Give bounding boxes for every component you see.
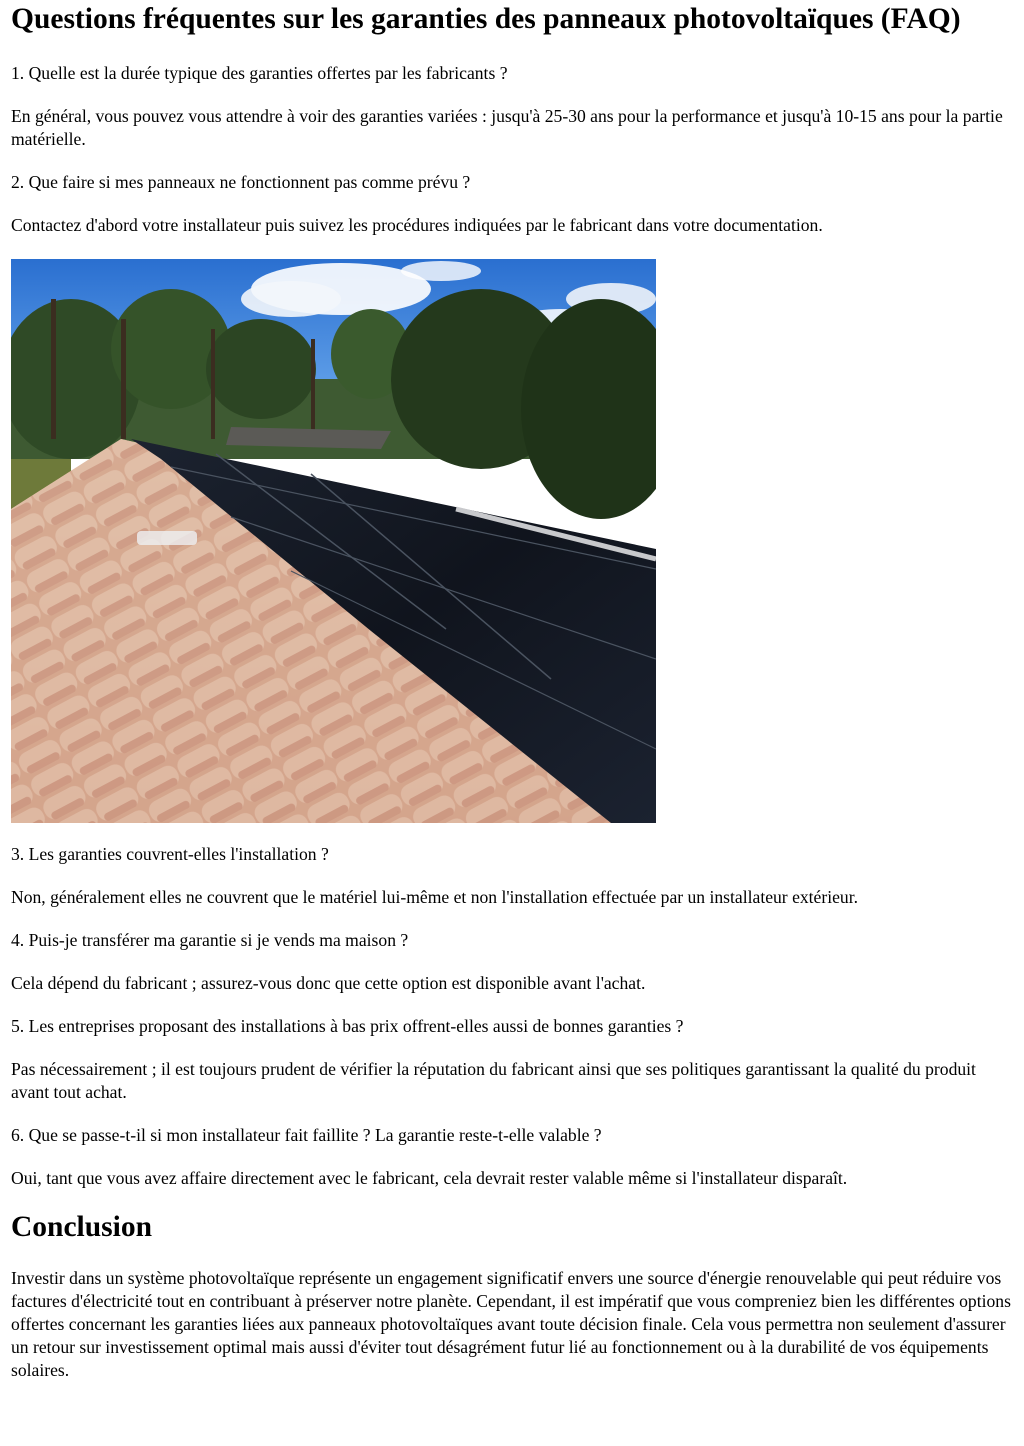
faq-answer-4: Cela dépend du fabricant ; assurez-vous donc que cette option est disponible avant l'achat. [11, 973, 646, 993]
faq-answer-6: Oui, tant que vous avez affaire directement avec le fabricant, cela devrait rester valable même si l'installateur disparaît. [11, 1168, 848, 1188]
page-title: Questions fréquentes sur les garanties des panneaux photovoltaïques (FAQ) [11, 3, 961, 35]
faq-question-1: 1. Quelle est la durée typique des garanties offertes par les fabricants ? [11, 63, 508, 83]
faq-question-5: 5. Les entreprises proposant des installations à bas prix offrent-elles aussi de bonnes garanties ? [11, 1016, 684, 1036]
faq-question-4: 4. Puis-je transférer ma garantie si je vends ma maison ? [11, 930, 409, 950]
solar-roof-photo [11, 259, 656, 823]
faq-answer-3: Non, généralement elles ne couvrent que le matériel lui-même et non l'installation effectuée par un installateur extérieur. [11, 887, 859, 907]
faq-question-2: 2. Que faire si mes panneaux ne fonctionnent pas comme prévu ? [11, 172, 471, 192]
faq-answer-2: Contactez d'abord votre installateur puis suivez les procédures indiquées par le fabricant dans votre documentation. [11, 215, 823, 235]
conclusion-heading: Conclusion [11, 1211, 152, 1243]
faq-answer-1: En général, vous pouvez vous attendre à voir des garanties variées : jusqu'à 25-30 ans pour la performance et jusqu'à 10-15 ans pour la partie matérielle. [11, 106, 1003, 149]
conclusion-text: Investir dans un système photovoltaïque représente un engagement significatif envers une source d'énergie renouvelable qui peut réduire vos factures d'électricité tout en contribuant à préserver notre planète. Cependant, il est impératif que vous compreniez bien les différentes options offertes concernant les garanties liées aux panneaux photovoltaïques avant toute décision finale. Cela vous permettra non seulement d'assurer un retour sur investissement optimal mais aussi d'éviter tout désagrément futur lié au fonctionnement ou à la durabilité de vos équipements solaires. [11, 1268, 1011, 1380]
faq-answer-5: Pas nécessairement ; il est toujours prudent de vérifier la réputation du fabricant ainsi que ses politiques garantissant la qualité du produit avant tout achat. [11, 1059, 976, 1102]
faq-question-6: 6. Que se passe-t-il si mon installateur fait faillite ? La garantie reste-t-elle valable ? [11, 1125, 602, 1145]
faq-question-3: 3. Les garanties couvrent-elles l'installation ? [11, 844, 329, 864]
